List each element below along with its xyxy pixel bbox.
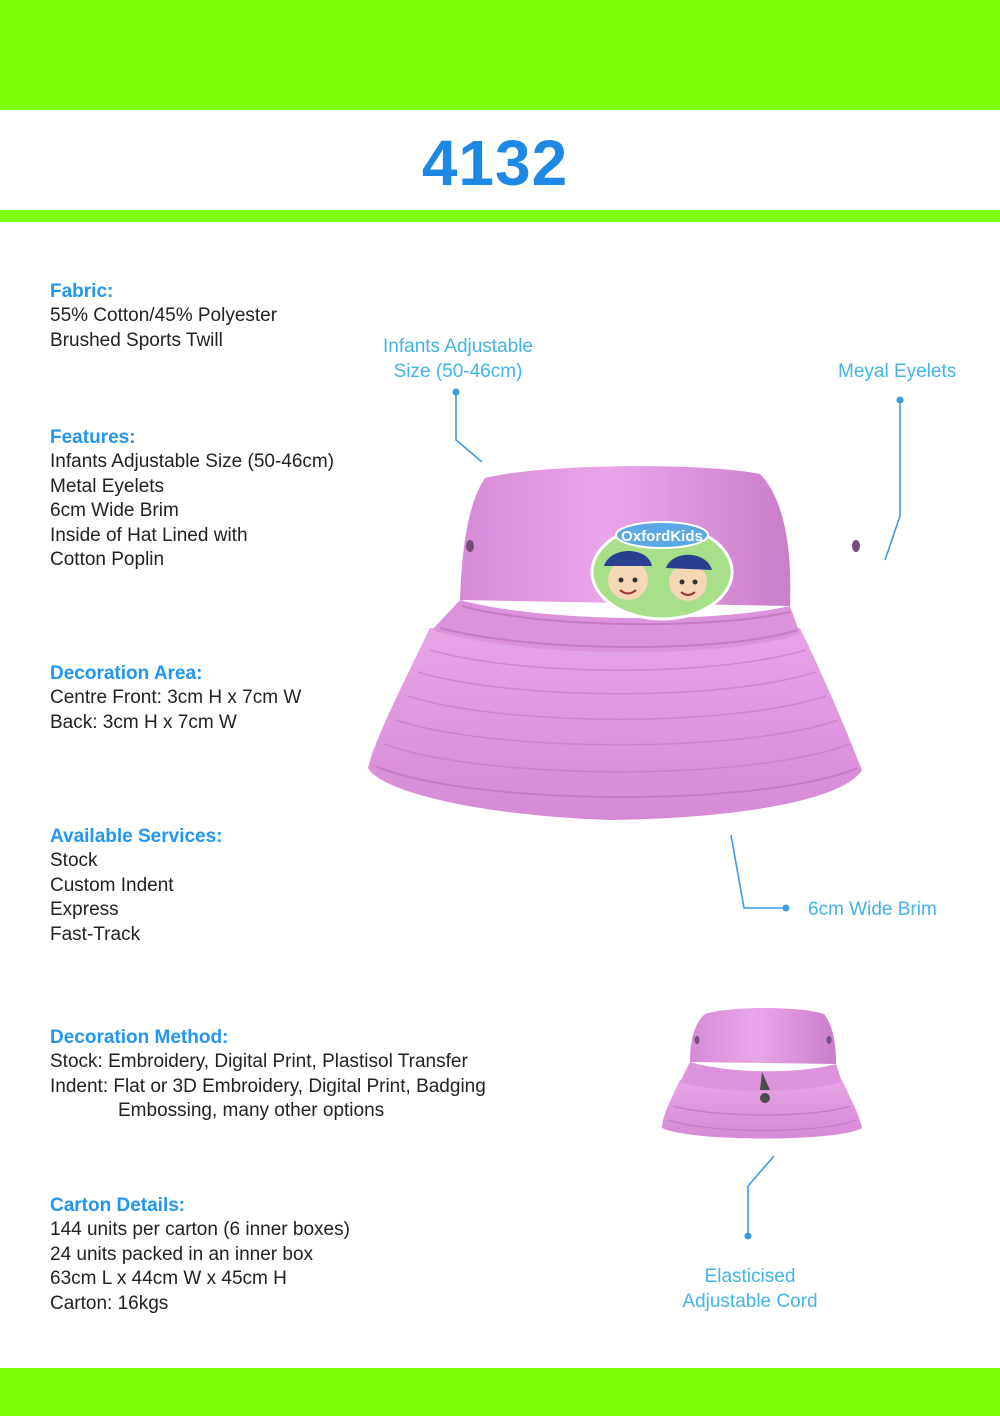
decoration-method-heading: Decoration Method: [50, 1027, 229, 1048]
carton-line: 144 units per carton (6 inner boxes) [50, 1219, 350, 1240]
callout-brim: 6cm Wide Brim [808, 899, 937, 920]
decoration-method-line: Embossing, many other options [118, 1100, 385, 1121]
carton-line: 63cm L x 44cm W x 45cm H [50, 1268, 287, 1289]
callout-cord-line: Elasticised [704, 1266, 796, 1287]
services-line: Stock [50, 850, 98, 871]
features-heading: Features: [50, 427, 136, 448]
carton-line: 24 units packed in an inner box [50, 1243, 314, 1265]
decoration-area-heading: Decoration Area: [50, 663, 203, 684]
decoration-area-line: Back: 3cm H x 7cm W [50, 711, 237, 733]
fabric-line: Brushed Sports Twill [50, 329, 223, 351]
decoration-area-line: Centre Front: 3cm H x 7cm W [50, 687, 302, 708]
services-line: Express [50, 899, 119, 920]
features-line: Infants Adjustable Size (50-46cm) [50, 451, 335, 472]
services-line: Custom Indent [50, 874, 174, 896]
features-line: Cotton Poplin [50, 549, 165, 570]
callout-cord-line: Adjustable Cord [682, 1291, 818, 1312]
callout-eyelets: Meyal Eyelets [838, 361, 957, 382]
callout-adjustable-line: Size (50-46cm) [393, 361, 523, 382]
carton-heading: Carton Details: [50, 1195, 186, 1216]
fabric-line: 55% Cotton/45% Polyester [50, 305, 278, 326]
main-hat-image [368, 466, 862, 820]
back-view-hat-image [662, 1008, 862, 1139]
features-line: 6cm Wide Brim [50, 500, 179, 521]
services-heading: Available Services: [50, 826, 223, 847]
features-line: Metal Eyelets [50, 475, 165, 497]
product-code-title: 4132 [421, 127, 569, 199]
services-line: Fast-Track [50, 923, 141, 945]
decoration-method-line: Indent: Flat or 3D Embroidery, Digital Print, Badging [50, 1075, 486, 1097]
features-line: Inside of Hat Lined with [50, 524, 248, 546]
fabric-heading: Fabric: [50, 281, 114, 302]
decoration-method-line: Stock: Embroidery, Digital Print, Plastisol Transfer [50, 1051, 468, 1072]
carton-line: Carton: 16kgs [50, 1292, 169, 1314]
callout-adjustable-line: Infants Adjustable [383, 336, 533, 357]
logo-text: OxfordKids [621, 528, 703, 545]
